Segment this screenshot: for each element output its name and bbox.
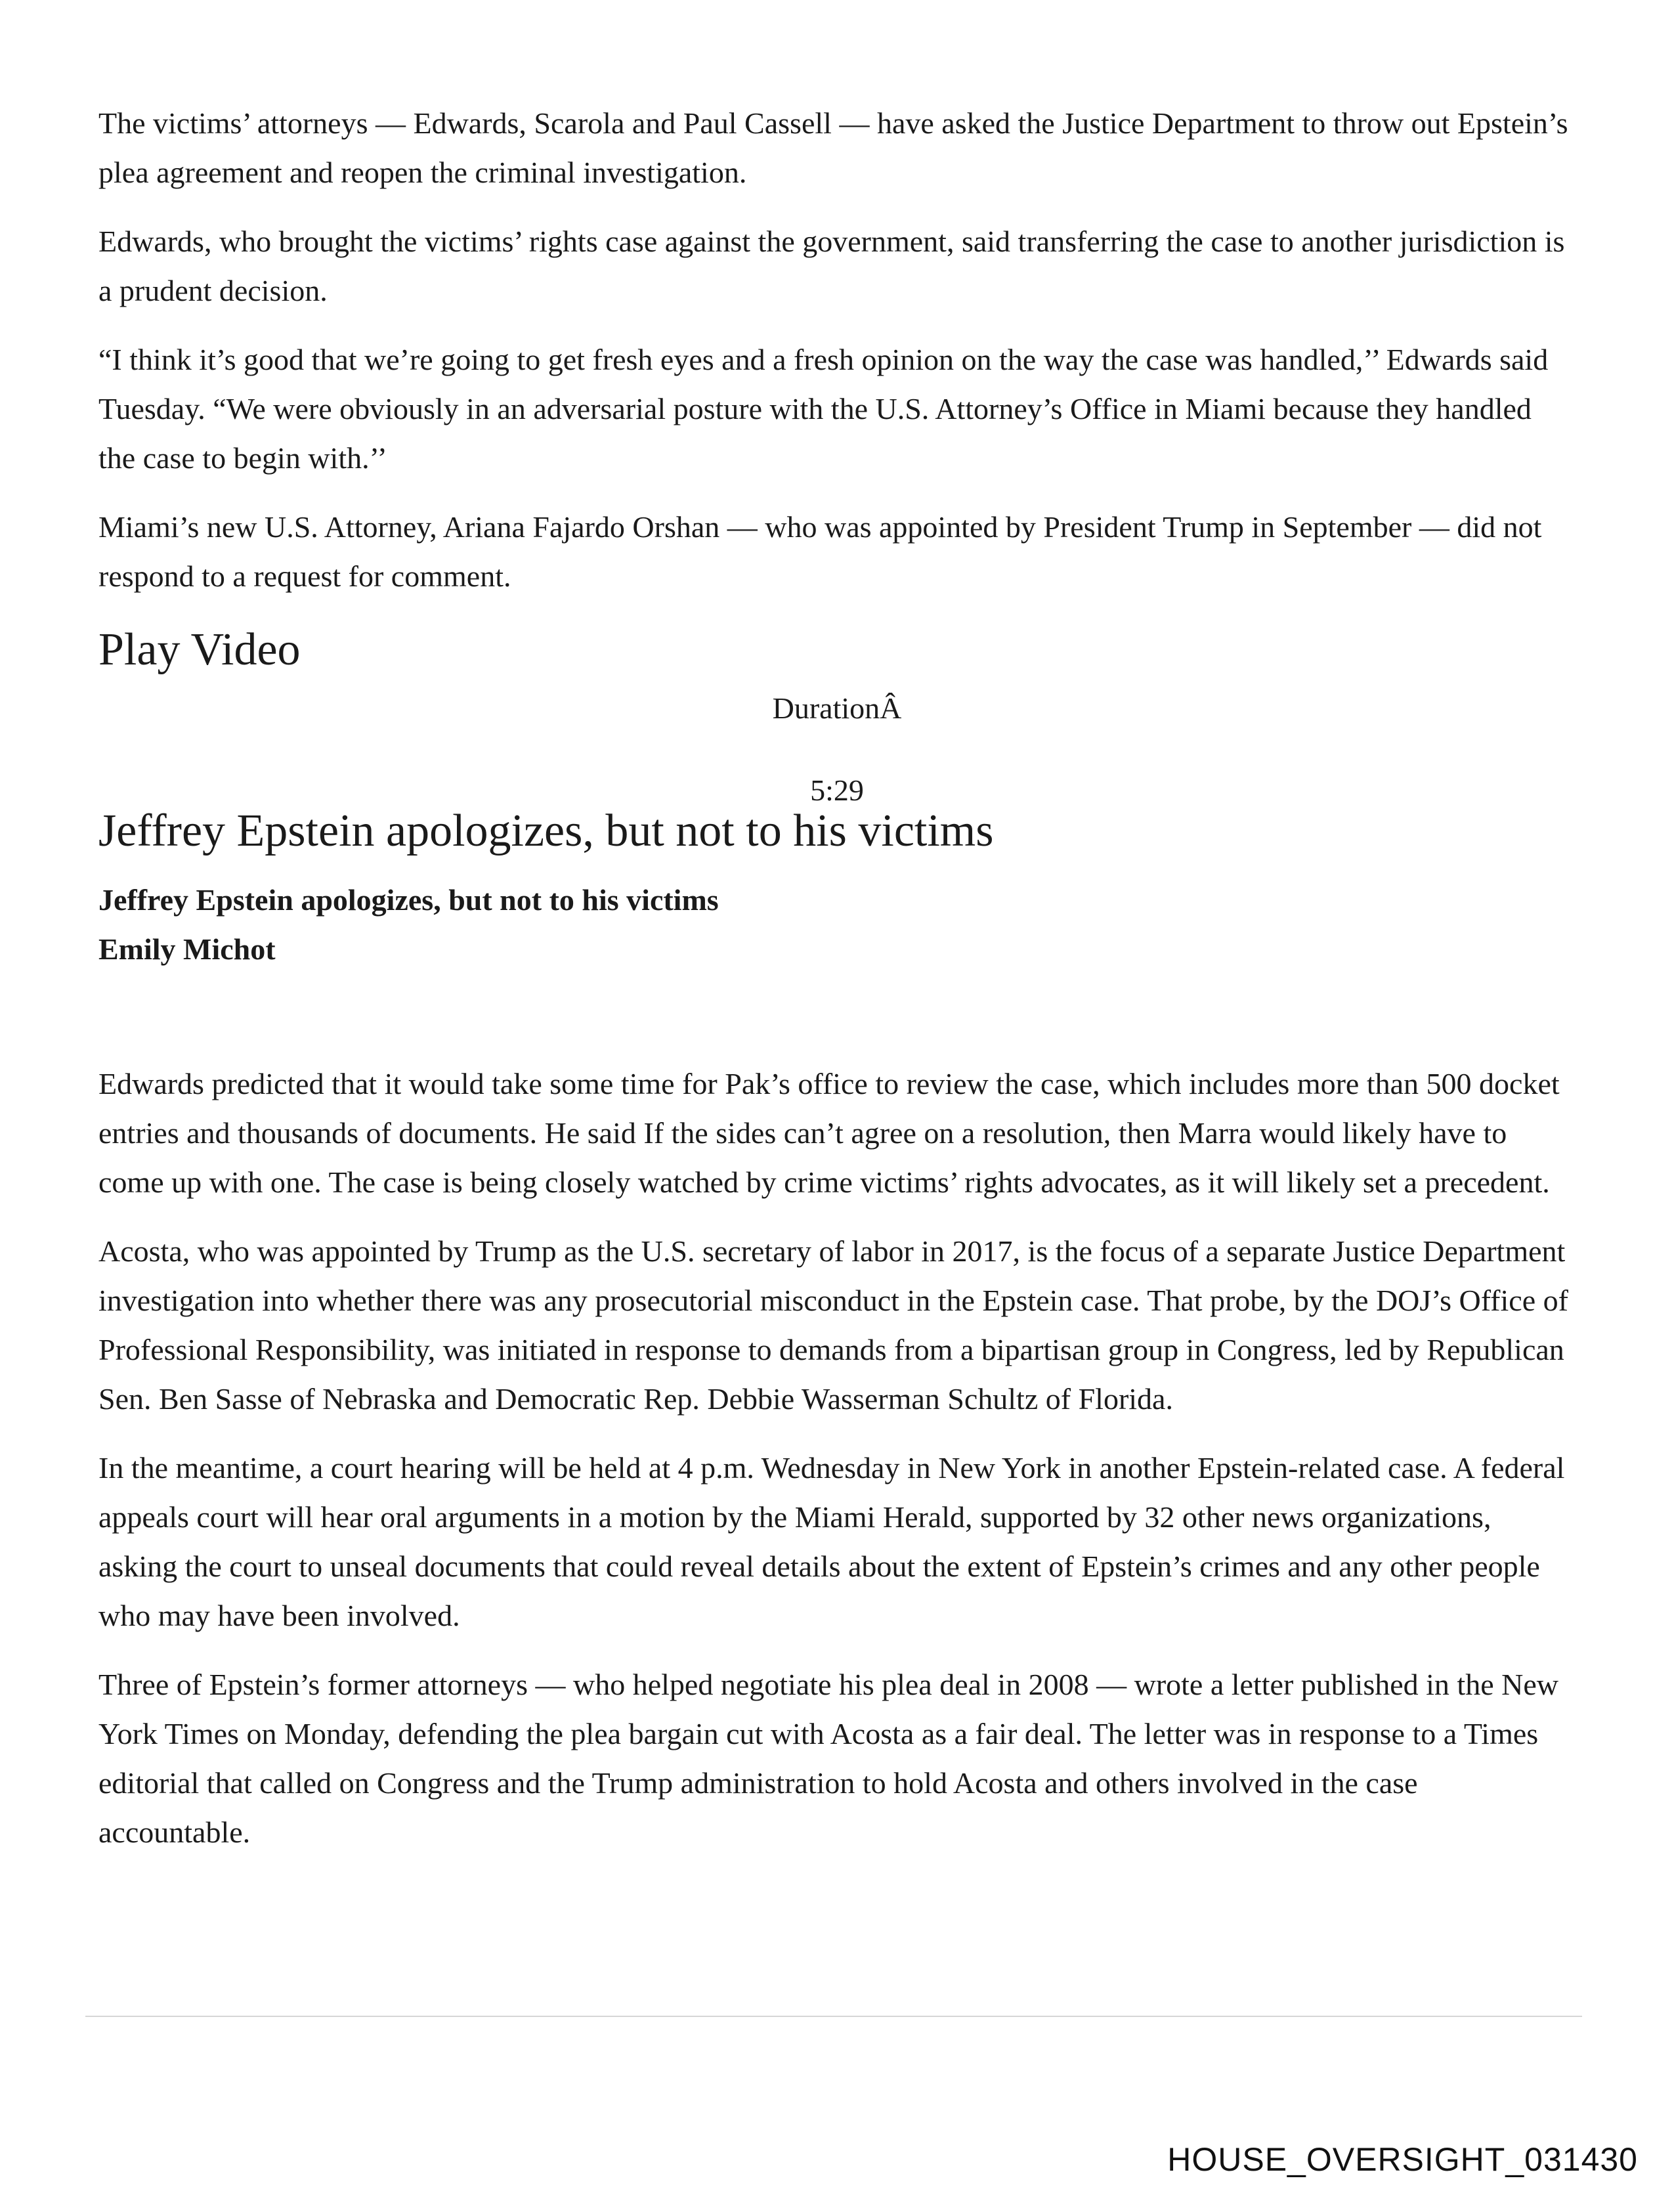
article-page — [98, 98, 1576, 1876]
article-paragraph: “I think it’s good that we’re going to get fresh eyes and a fresh opinion on the way the case was handled,’’ Edwards said Tuesday. “We were obviously in an adversarial posture with the U.S. Attorney’s Office in Miami because they handled the case to begin with.’’ — [98, 343, 1549, 475]
document-id: HOUSE_OVERSIGHT_031430 — [1167, 2141, 1638, 2178]
article-paragraph: Acosta, who was appointed by Trump as the U.S. secretary of labor in 2017, is the focus of a separate Justice Department investigation into whether there was any prosecutorial misconduct in the Epstein case. That probe, by the DOJ’s Office of Professional Responsibility, was initiated in response to demands from a bipartisan group in Congress, led by Republican Sen. Ben Sasse of Nebraska and Democratic Rep. Debbie Wasserman Schultz of Florida. — [98, 1234, 1568, 1416]
duration-spacer — [98, 733, 1576, 766]
article-paragraph: Three of Epstein’s former attorneys — who helped negotiate his plea deal in 2008 — wrote a letter published in the New York Times on Monday, defending the plea bargain cut with Acosta as a fair deal. The letter was in response to a Times editorial that called on Congress and the Trump administration to hold Acosta and others involved in the case accountable. — [98, 1668, 1558, 1849]
video-caption — [98, 875, 1576, 974]
video-duration — [98, 683, 1576, 815]
page-divider — [85, 2016, 1582, 2017]
article-paragraph: The victims’ attorneys — Edwards, Scarola and Paul Cassell — have asked the Justice Department to throw out Epstein’s plea agreement and reopen the criminal investigation. — [98, 106, 1568, 189]
duration-value: 5:29 — [810, 773, 864, 807]
play-video-link[interactable]: Play Video — [98, 624, 301, 675]
video-headline: Jeffrey Epstein apologizes, but not to his victims — [98, 806, 994, 856]
article-paragraph: Miami’s new U.S. Attorney, Ariana Fajardo Orshan — who was appointed by President Trump in September — did not respond to a request for comment. — [98, 510, 1542, 593]
caption-spacer — [98, 974, 1576, 1059]
caption-credit: Emily Michot — [98, 932, 276, 966]
article-paragraph: Edwards predicted that it would take some time for Pak’s office to review the case, which includes more than 500 docket entries and thousands of documents. He said If the sides can’t agree on a resolution, then Marra would likely have to come up with one. The case is being closely watched by crime victims’ rights advocates, as it will likely set a precedent. — [98, 1067, 1560, 1199]
article-paragraph: In the meantime, a court hearing will be held at 4 p.m. Wednesday in New York in another Epstein-related case. A federal appeals court will hear oral arguments in a motion by the Miami Herald, supported by 32 other news organizations, asking the court to unseal documents that could reveal details about the extent of Epstein’s crimes and any other people who may have been involved. — [98, 1451, 1565, 1632]
duration-label: DurationÂ — [772, 691, 902, 725]
caption-title: Jeffrey Epstein apologizes, but not to his victims — [98, 883, 719, 917]
article-paragraph: Edwards, who brought the victims’ rights case against the government, said transferring the case to another jurisdiction is a prudent decision. — [98, 225, 1565, 307]
